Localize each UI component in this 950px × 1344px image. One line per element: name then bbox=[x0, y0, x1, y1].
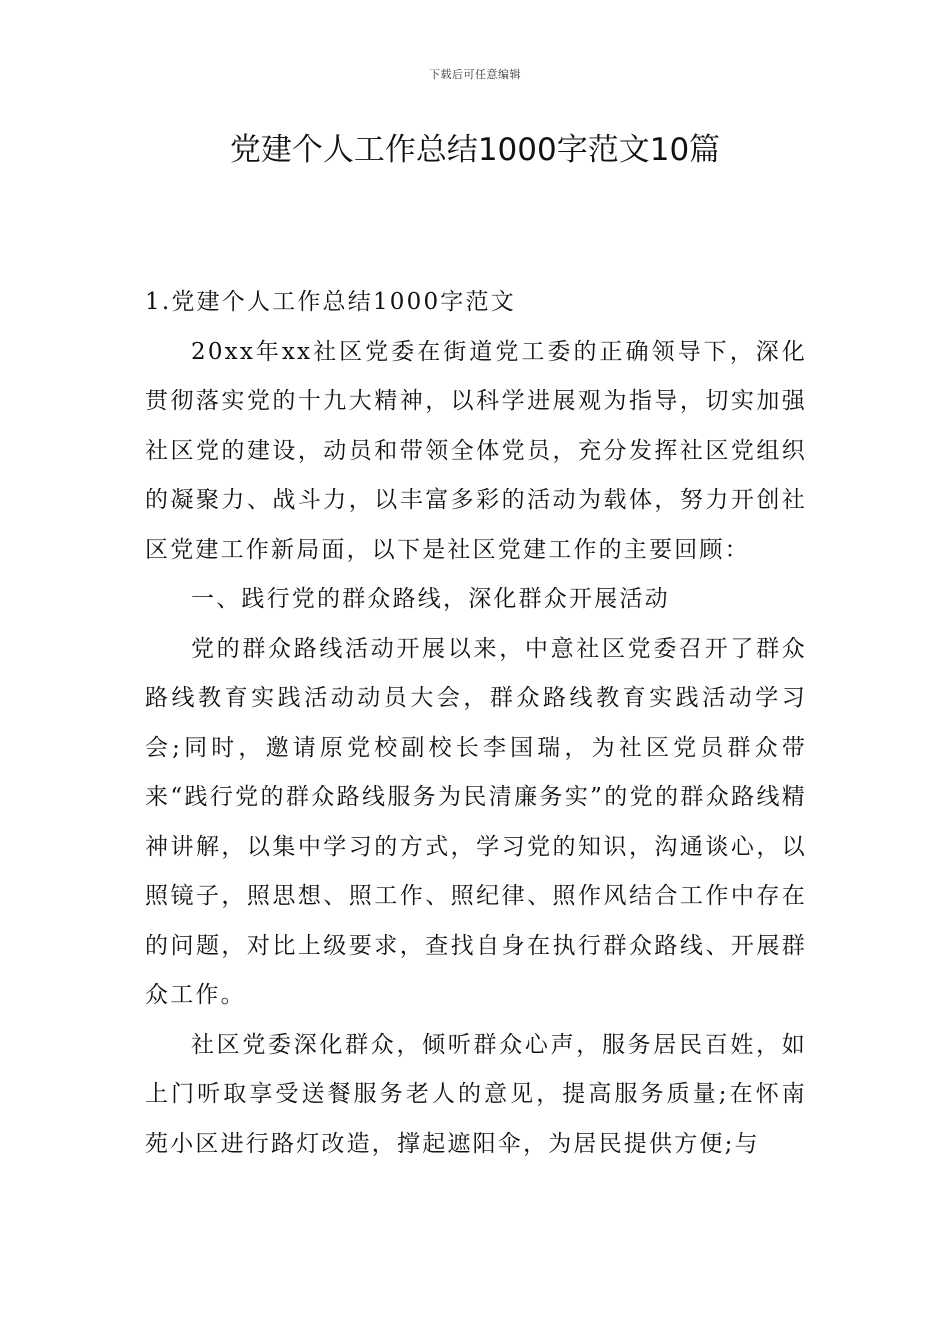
document-title: 党建个人工作总结1000字范文10篇 bbox=[229, 132, 721, 168]
paragraph-community-service: 社区党委深化群众，倾听群众心声，服务居民百姓，如上门听取享受送餐服务老人的意见，提高服务质量;在怀南苑小区进行路灯改造，撑起遮阳伞，为居民提供方便;与 bbox=[145, 1031, 807, 1157]
subsection-heading: 一、践行党的群众路线，深化群众开展活动 bbox=[191, 586, 670, 612]
header-note: 下载后可任意编辑 bbox=[429, 68, 521, 81]
paragraph-intro: 20xx年xx社区党委在街道党工委的正确领导下，深化贯彻落实党的十九大精神，以科学进展观为指导，切实加强社区党的建设，动员和带领全体党员，充分发挥社区党组织的凝聚力、战斗力，以丰富多彩的活动为载体，努力开创社区党建工作新局面，以下是社区党建工作的主要回顾： bbox=[145, 338, 807, 563]
section-heading: 1.党建个人工作总结1000字范文 bbox=[145, 289, 516, 315]
paragraph-mass-line: 党的群众路线活动开展以来，中意社区党委召开了群众路线教育实践活动动员大会，群众路线教育实践活动学习会;同时，邀请原党校副校长李国瑞，为社区党员群众带来“践行党的群众路线服务为民清廉务实”的党的群众路线精神讲解，以集中学习的方式，学习党的知识，沟通谈心，以照镜子，照思想、照工作、照纪律、照作风结合工作中存在的问题，对比上级要求，查找自身在执行群众路线、开展群众工作。 bbox=[145, 635, 807, 1008]
document-body bbox=[145, 278, 807, 1169]
